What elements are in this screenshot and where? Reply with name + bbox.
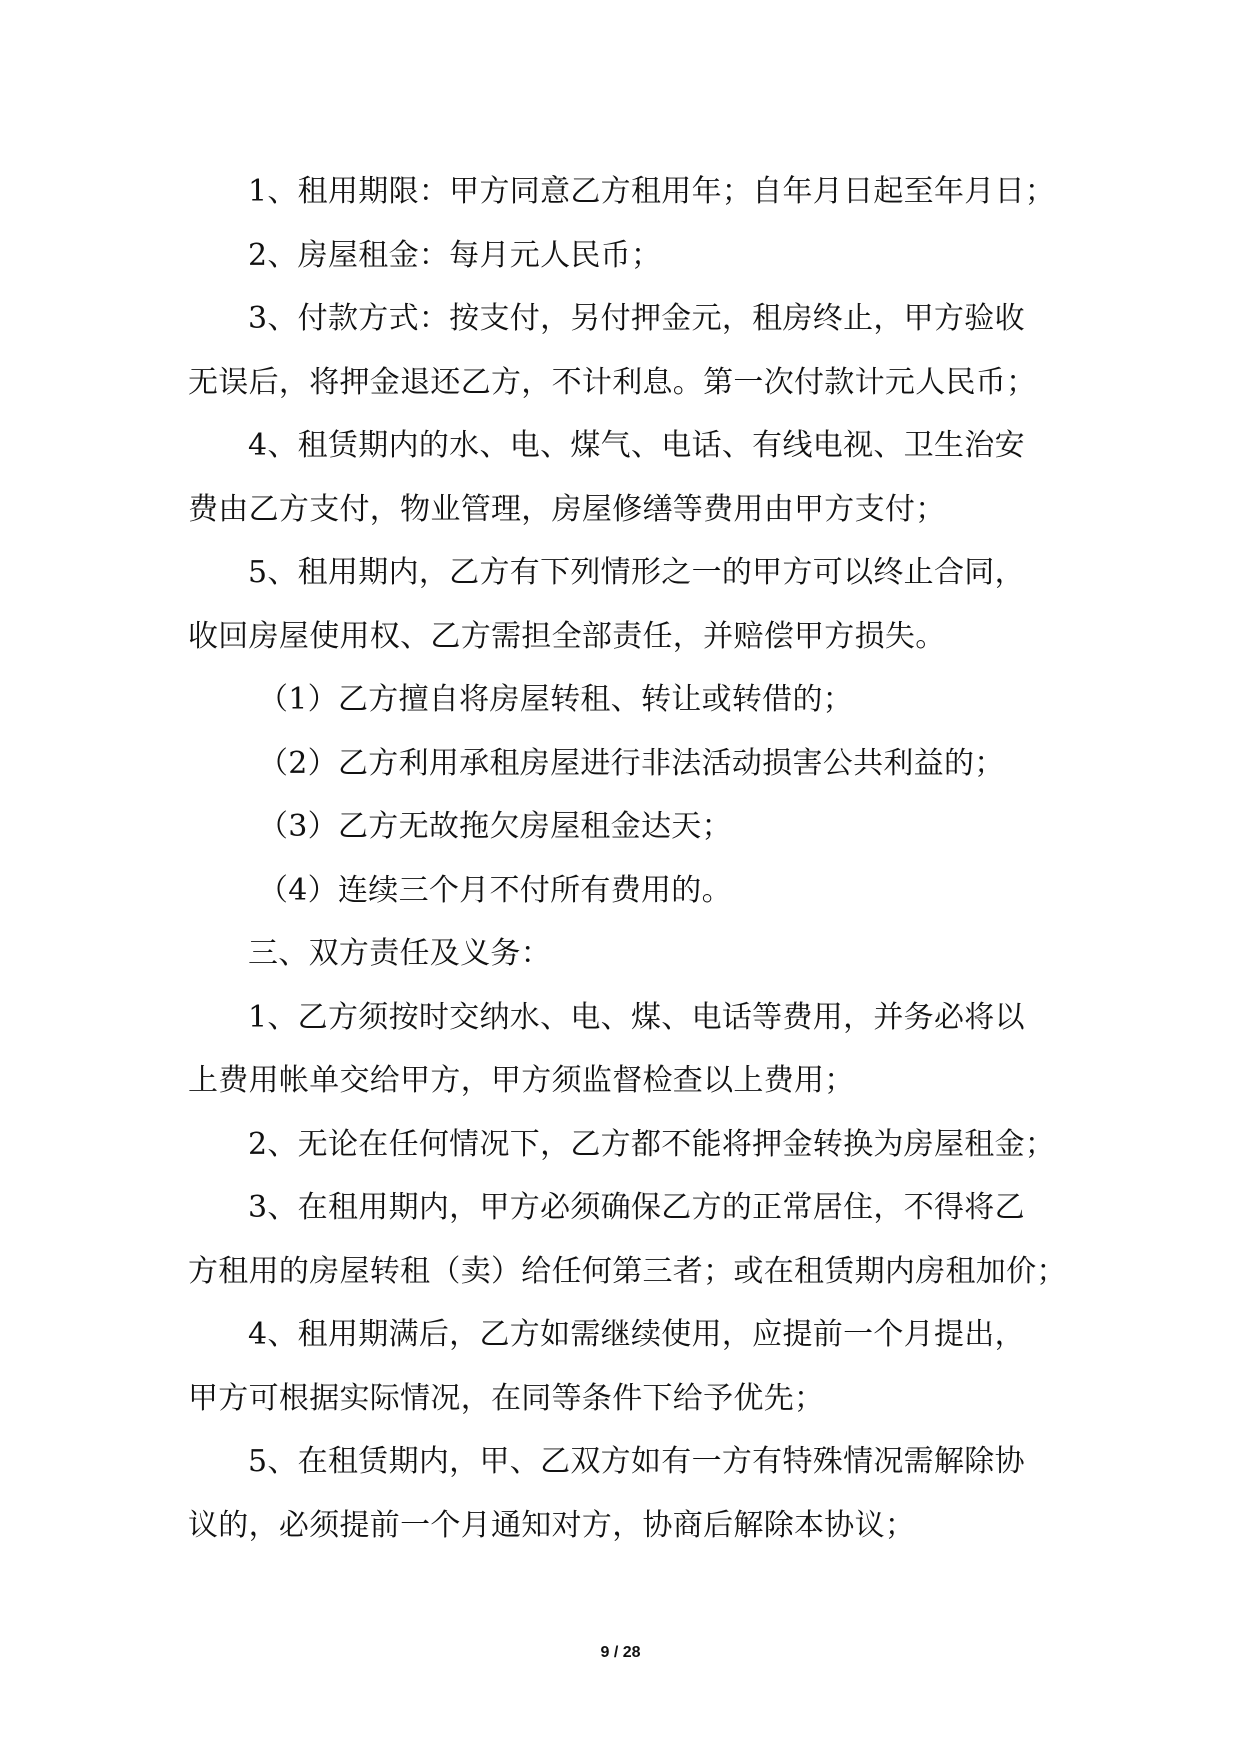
- clause-3-line-1: 3、付款方式：按支付，另付押金元，租房终止，甲方验收: [248, 301, 1025, 336]
- page-number: 9 / 28: [600, 1644, 641, 1661]
- duty-1-line-1: 1、乙方须按时交纳水、电、煤、电话等费用，并务必将以: [248, 999, 1025, 1035]
- sub-item-4: （4）连续三个月不付所有费用的。: [258, 872, 732, 908]
- sub-item-1: （1）乙方擅自将房屋转租、转让或转借的；: [258, 682, 854, 717]
- duty-3-line-1: 3、在租用期内，甲方必须确保乙方的正常居住，不得将乙: [248, 1190, 1025, 1225]
- document-body: [188, 160, 1068, 1557]
- duty-3-line-2: 方租用的房屋转租（卖）给任何第三者；或在租赁期内房租加价；: [188, 1253, 1067, 1289]
- clause-4-line-2: 费由乙方支付，物业管理，房屋修缮等费用由甲方支付；: [188, 491, 946, 527]
- duty-4-line-1: 4、租用期满后，乙方如需继续使用，应提前一个月提出，: [248, 1317, 1025, 1352]
- section-heading: 三、双方责任及义务：: [248, 936, 551, 971]
- duty-4-line-2: 甲方可根据实际情况，在同等条件下给予优先；: [188, 1380, 825, 1416]
- duty-1-line-2: 上费用帐单交给甲方，甲方须监督检查以上费用；: [188, 1063, 855, 1098]
- duty-5-line-2: 议的，必须提前一个月通知对方，协商后解除本协议；: [188, 1507, 916, 1543]
- clause-3-line-2: 无误后，将押金退还乙方，不计利息。第一次付款计元人民币；: [188, 364, 1037, 400]
- sub-item-3: （3）乙方无故拖欠房屋租金达天；: [258, 809, 732, 844]
- duty-5-line-1: 5、在租赁期内，甲、乙双方如有一方有特殊情况需解除协: [248, 1444, 1025, 1479]
- sub-item-2: （2）乙方利用承租房屋进行非法活动损害公共利益的；: [258, 745, 1005, 781]
- clause-2-line-1: 2、房屋租金：每月元人民币；: [248, 237, 662, 273]
- duty-2-line-1: 2、无论在任何情况下，乙方都不能将押金转换为房屋租金；: [248, 1126, 1056, 1162]
- clause-1-line-1: 1、租用期限：甲方同意乙方租用年；自年月日起至年月日；: [248, 174, 1056, 209]
- clause-4-line-1: 4、租赁期内的水、电、煤气、电话、有线电视、卫生治安: [248, 428, 1025, 463]
- clause-5-line-2: 收回房屋使用权、乙方需担全部责任，并赔偿甲方损失。: [188, 618, 946, 654]
- clause-5-line-1: 5、租用期内，乙方有下列情形之一的甲方可以终止合同，: [248, 555, 1025, 590]
